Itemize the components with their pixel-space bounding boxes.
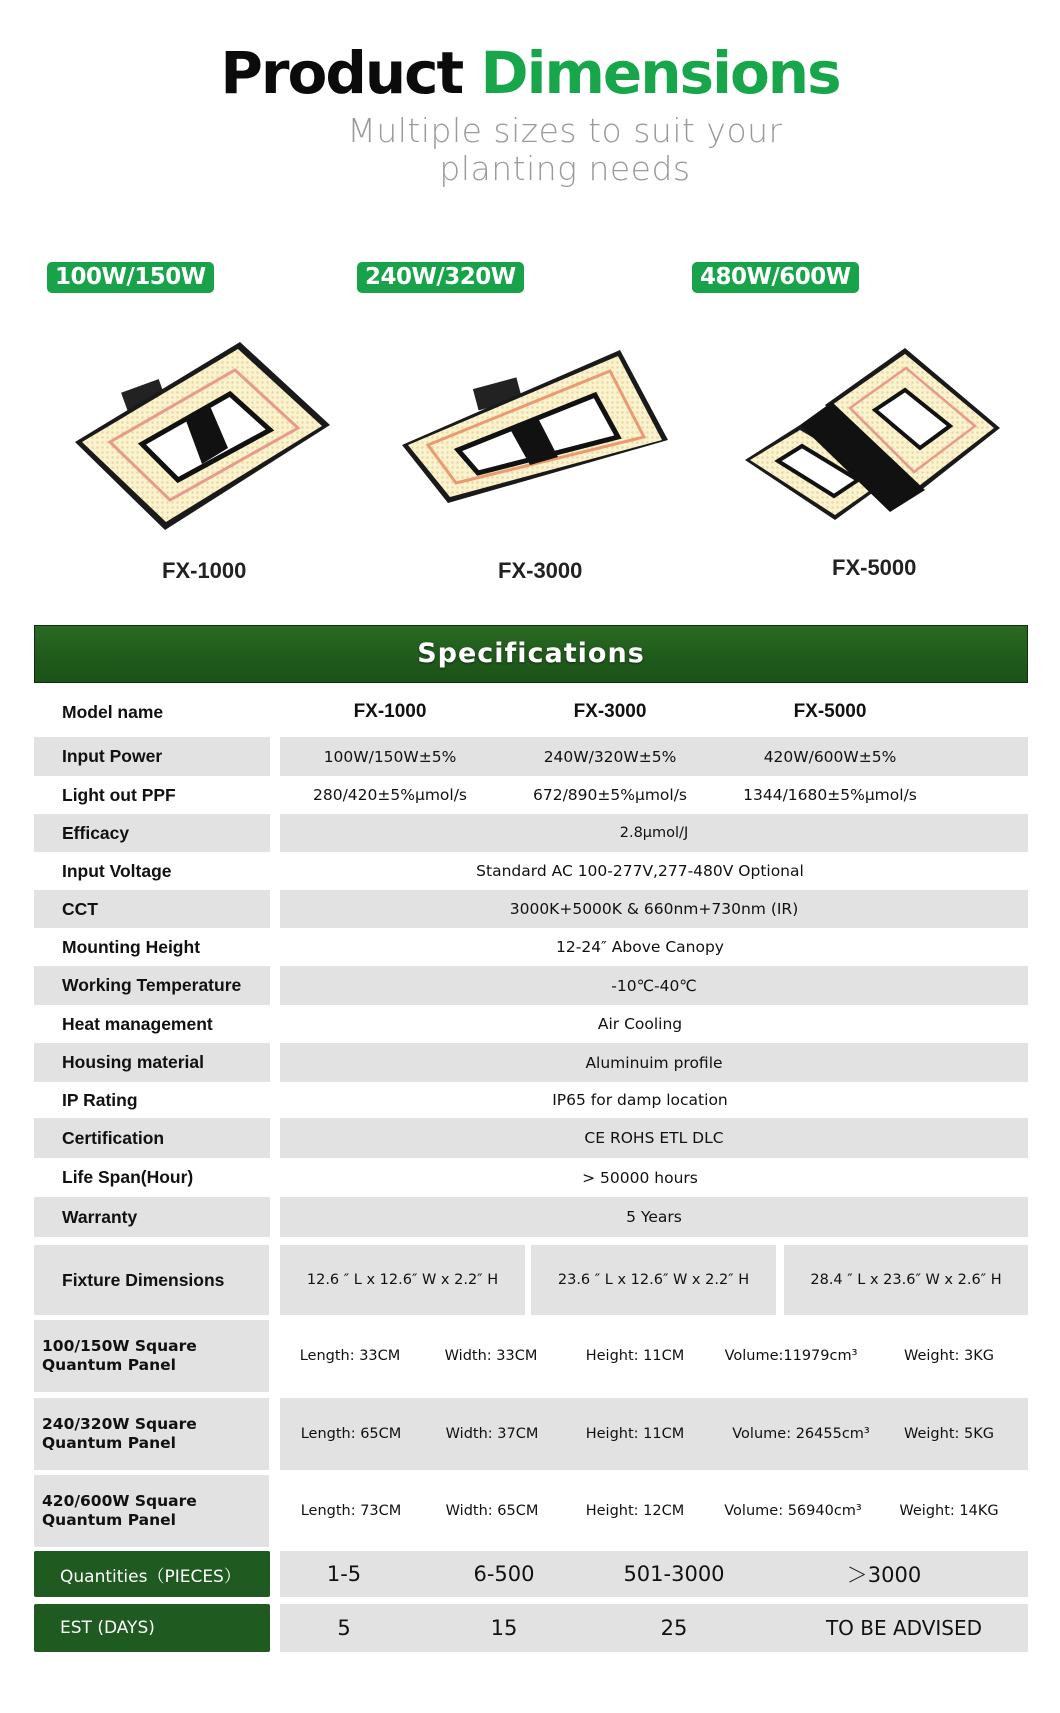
row-label: 240/320W Square Quantum Panel (34, 1398, 269, 1470)
spec-row-mounting-height (34, 928, 1028, 966)
working-temperature-value: -10℃-40℃ (280, 966, 1028, 1005)
subtitle-line-2: planting needs (439, 149, 691, 188)
package-width: Width: 65CM (445, 1503, 539, 1519)
row-label: Mounting Height (62, 936, 201, 957)
row-label: 100/150W Square Quantum Panel (34, 1320, 269, 1392)
input-power-fx3000: 240W/320W±5% (543, 747, 677, 766)
ppf-fx3000: 672/890±5%μmol/s (532, 786, 688, 804)
quantity-tier-1: 1-5 (326, 1562, 362, 1586)
package-row-100-150w (34, 1320, 1028, 1392)
efficacy-value: 2.8μmol/J (280, 814, 1028, 852)
spec-row-fixture-dimensions (34, 1245, 1028, 1315)
input-power-fx5000: 420W/600W±5% (763, 747, 897, 766)
page-subtitle (0, 112, 1060, 188)
spec-row-certification (34, 1118, 1028, 1158)
input-power-fx1000: 100W/150W±5% (323, 747, 457, 766)
model-header-fx3000: FX-3000 (573, 701, 647, 722)
certification-value: CE ROHS ETL DLC (280, 1118, 1028, 1158)
row-label: Housing material (34, 1043, 270, 1082)
package-row-240-320w (34, 1398, 1028, 1470)
model-header-fx1000: FX-1000 (353, 701, 427, 722)
package-weight: Weight: 14KG (899, 1503, 999, 1519)
title-part-2: Dimensions (480, 39, 840, 107)
row-label: 420/600W Square Quantum Panel (34, 1475, 269, 1547)
spec-row-heat-management (34, 1005, 1028, 1043)
ip-rating-value: IP65 for damp location (552, 1091, 728, 1109)
row-label: IP Rating (62, 1089, 138, 1110)
fixture-dimensions-fx1000: 12.6 ″ L x 12.6″ W x 2.2″ H (280, 1245, 525, 1315)
package-weight: Weight: 3KG (904, 1348, 994, 1364)
page-title (0, 40, 1060, 106)
spec-row-efficacy (34, 814, 1028, 852)
package-length: Length: 65CM (300, 1426, 402, 1442)
product-model-fx1000: FX-1000 (162, 558, 247, 583)
row-label: Life Span(Hour) (62, 1167, 194, 1187)
row-label: Warranty (34, 1197, 270, 1237)
row-label: Heat management (62, 1013, 213, 1034)
row-label: Light out PPF (62, 784, 176, 805)
spec-row-warranty (34, 1197, 1028, 1237)
ppf-fx5000: 1344/1680±5%μmol/s (743, 786, 917, 804)
spec-row-input-voltage (34, 852, 1028, 890)
housing-material-value: Aluminuim profile (280, 1043, 1028, 1082)
est-days-tier-1: 5 (337, 1616, 351, 1640)
fixture-dimensions-fx3000: 23.6 ″ L x 12.6″ W x 2.2″ H (531, 1245, 776, 1315)
product-model-fx3000: FX-3000 (498, 558, 583, 583)
cct-value: 3000K+5000K & 660nm+730nm (IR) (280, 890, 1028, 928)
spec-row-working-temperature (34, 966, 1028, 1005)
lead-time-days-row (34, 1604, 1028, 1652)
package-height: Height: 11CM (585, 1348, 685, 1364)
model-name-row (34, 693, 1028, 731)
model-header-fx5000: FX-5000 (793, 701, 867, 722)
row-label: Efficacy (34, 814, 270, 852)
title-part-1: Product (220, 39, 463, 107)
row-label: Fixture Dimensions (34, 1245, 269, 1315)
spec-row-ip-rating (34, 1082, 1028, 1118)
row-label: Input Power (34, 737, 270, 776)
dual-led-panel-icon (740, 340, 1010, 530)
specifications-header: Specifications (34, 625, 1028, 683)
package-width: Width: 37CM (445, 1426, 539, 1442)
quantity-tier-4: ＞3000 (846, 1563, 922, 1587)
wattage-badge-fx3000: 240W/320W (357, 262, 524, 293)
quantities-label: Quantities（PIECES） (34, 1551, 270, 1597)
row-label: Input Voltage (62, 860, 172, 881)
product-model-fx5000: FX-5000 (832, 555, 917, 580)
spec-row-input-power (34, 737, 1028, 776)
spec-row-cct (34, 890, 1028, 928)
row-label: CCT (34, 890, 270, 928)
warranty-value: 5 Years (280, 1197, 1028, 1237)
quantity-tier-3: 501-3000 (623, 1562, 725, 1586)
package-volume: Volume: 56940cm³ (724, 1503, 862, 1519)
package-width: Width: 33CM (444, 1348, 538, 1364)
ppf-fx1000: 280/420±5%μmol/s (312, 786, 468, 804)
row-label: Certification (34, 1118, 270, 1158)
life-span-value: > 50000 hours (582, 1168, 698, 1187)
package-weight: Weight: 5KG (904, 1426, 994, 1442)
subtitle-line-1: Multiple sizes to suit your (347, 111, 783, 150)
spec-row-life-span (34, 1158, 1028, 1197)
product-image-fx3000 (400, 345, 680, 515)
package-row-420-600w (34, 1475, 1028, 1547)
fixture-dimensions-fx5000: 28.4 ″ L x 23.6″ W x 2.6″ H (784, 1245, 1028, 1315)
package-length: Length: 33CM (299, 1348, 401, 1364)
spec-row-light-out-ppf (34, 776, 1028, 814)
est-days-tier-4: TO BE ADVISED (825, 1616, 983, 1640)
est-days-tier-3: 25 (660, 1616, 688, 1640)
rectangular-led-panel-icon (400, 345, 680, 515)
product-image-fx1000 (70, 330, 340, 550)
est-days-tier-2: 15 (490, 1616, 518, 1640)
product-image-fx5000 (740, 340, 1010, 530)
wattage-badge-fx5000: 480W/600W (692, 262, 859, 293)
wattage-badge-fx1000: 100W/150W (47, 262, 214, 293)
spec-row-housing-material (34, 1043, 1028, 1082)
package-height: Height: 12CM (585, 1503, 685, 1519)
square-led-panel-icon (70, 330, 340, 550)
mounting-height-value: 12-24″ Above Canopy (556, 938, 724, 956)
package-volume: Volume:11979cm³ (724, 1348, 858, 1364)
lead-time-quantities-row (34, 1551, 1028, 1597)
row-label: Working Temperature (34, 966, 270, 1005)
input-voltage-value: Standard AC 100-277V,277-480V Optional (476, 862, 804, 880)
package-length: Length: 73CM (300, 1503, 402, 1519)
est-days-label: EST (DAYS) (34, 1604, 270, 1652)
package-volume: Volume: 26455cm³ (732, 1426, 870, 1442)
package-height: Height: 11CM (585, 1426, 685, 1442)
heat-management-value: Air Cooling (597, 1015, 683, 1033)
row-label: Model name (62, 701, 164, 722)
quantity-tier-2: 6-500 (473, 1562, 535, 1586)
